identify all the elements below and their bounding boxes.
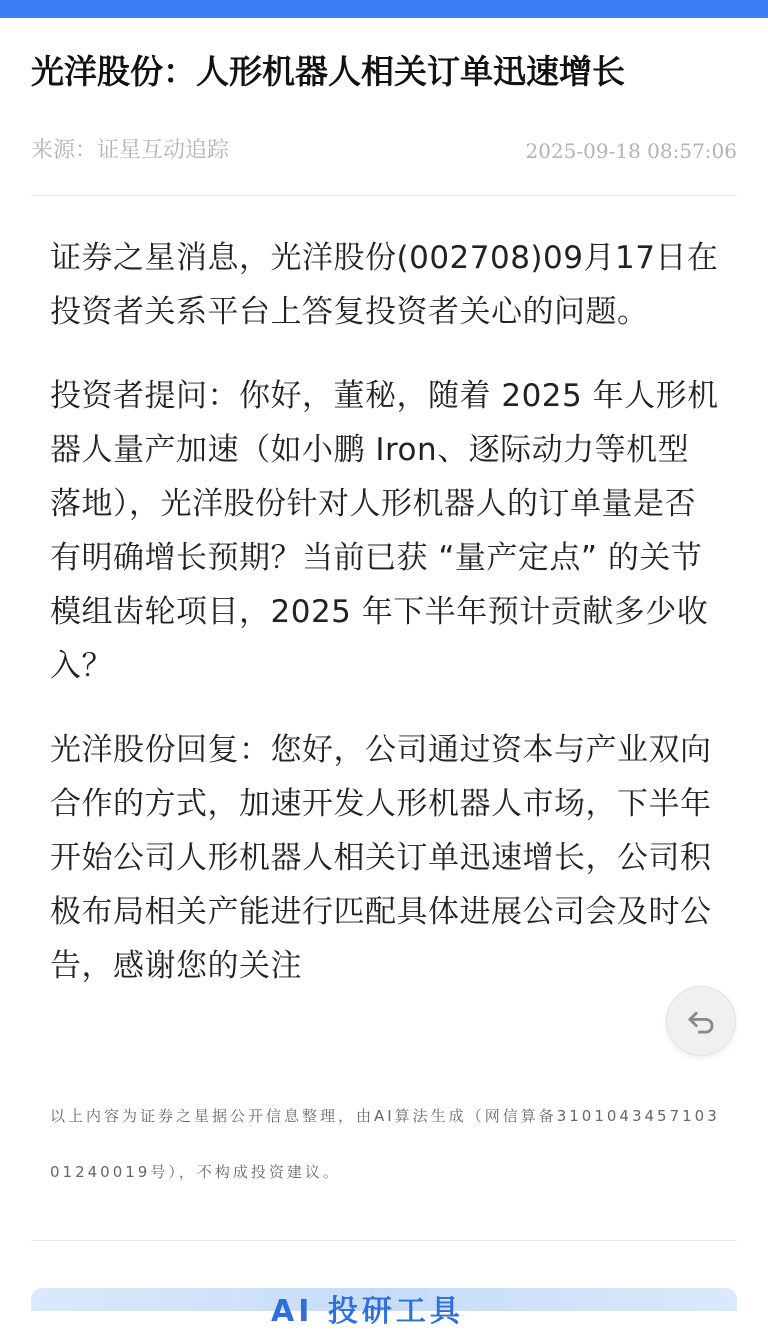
article-timestamp: 2025-09-18 08:57:06: [525, 139, 737, 163]
article-meta: [31, 134, 737, 168]
ai-disclaimer: 以上内容为证券之星据公开信息整理，由AI算法生成（网信算备310104345710301240019号），不构成投资建议。: [50, 1107, 720, 1181]
undo-icon: [682, 1002, 720, 1040]
footer-divider: [31, 1240, 737, 1241]
article-source: 来源：证星互动追踪: [31, 138, 230, 163]
article-paragraph-answer: 光洋股份回复：您好，公司通过资本与产业双向合作的方式，加速开发人形机器人市场，下半年开始公司人形机器人相关订单迅速增长，公司积极布局相关产能进行匹配具体进展公司会及时公告，感谢您的关注: [50, 732, 712, 984]
article-paragraph-intro: 证券之星消息，光洋股份(002708)09月17日在投资者关系平台上答复投资者关心的问题。: [50, 240, 719, 330]
top-accent-bar: [0, 0, 768, 18]
article-body: [50, 231, 720, 1023]
article-paragraph-question: 投资者提问：你好，董秘，随着 2025 年人形机器人量产加速（如小鹏 Iron、逐际动力等机型落地），光洋股份针对人形机器人的订单量是否有明确增长预期？当前已获 “量产定点” 的关节模组齿轮项目，2025 年下半年预计贡献多少收入？: [50, 378, 719, 684]
promo-banner[interactable]: [31, 1288, 737, 1329]
header-divider: [31, 195, 737, 196]
undo-button[interactable]: [666, 986, 736, 1056]
page-title: 光洋股份：人形机器人相关订单迅速增长: [31, 52, 625, 91]
promo-banner-text: AI 投研工具: [271, 1294, 464, 1329]
